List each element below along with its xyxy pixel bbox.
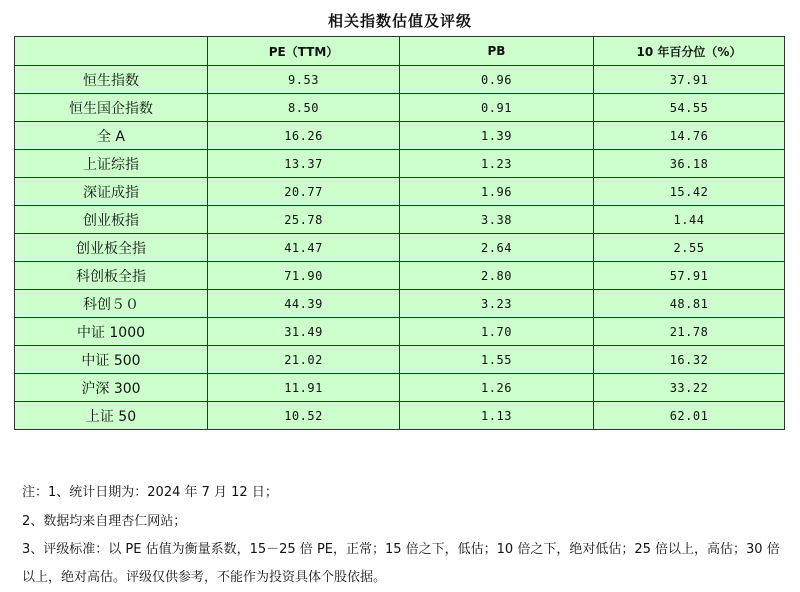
column-header-index (15, 37, 208, 66)
table-row (15, 318, 785, 346)
index-name: 深证成指 (15, 178, 208, 206)
pe-value: 25.78 (208, 206, 400, 234)
table-row (15, 94, 785, 122)
pe-value: 21.02 (208, 346, 400, 374)
table-row (15, 150, 785, 178)
pe-value: 11.91 (208, 374, 400, 402)
index-name: 恒生指数 (15, 66, 208, 94)
percentile-value: 37.91 (594, 66, 785, 94)
column-header-pe: PE（TTM） (208, 37, 400, 66)
index-name: 科创板全指 (15, 262, 208, 290)
pe-value: 71.90 (208, 262, 400, 290)
percentile-value: 14.76 (594, 122, 785, 150)
pb-value: 1.26 (400, 374, 594, 402)
pb-value: 1.55 (400, 346, 594, 374)
column-header-pb: PB (400, 37, 594, 66)
index-name: 中证 500 (15, 346, 208, 374)
percentile-value: 1.44 (594, 206, 785, 234)
note-source: 2、数据均来自理杏仁网站； (22, 514, 187, 529)
table-row (15, 122, 785, 150)
pb-value: 3.38 (400, 206, 594, 234)
pe-value: 16.26 (208, 122, 400, 150)
percentile-value: 2.55 (594, 234, 785, 262)
percentile-value: 62.01 (594, 402, 785, 430)
pb-value: 1.23 (400, 150, 594, 178)
table-title: 相关指数估值及评级 (327, 12, 472, 30)
percentile-value: 15.42 (594, 178, 785, 206)
pe-value: 13.37 (208, 150, 400, 178)
table-row (15, 402, 785, 430)
pb-value: 0.96 (400, 66, 594, 94)
table-row (15, 178, 785, 206)
pe-value: 8.50 (208, 94, 400, 122)
index-name: 恒生国企指数 (15, 94, 208, 122)
index-name: 上证综指 (15, 150, 208, 178)
pe-value: 41.47 (208, 234, 400, 262)
pb-value: 1.96 (400, 178, 594, 206)
table-row (15, 290, 785, 318)
index-name: 科创５０ (15, 290, 208, 318)
percentile-value: 48.81 (594, 290, 785, 318)
table-row (15, 234, 785, 262)
table-row (15, 206, 785, 234)
table-row (15, 262, 785, 290)
pb-value: 1.39 (400, 122, 594, 150)
pb-value: 1.13 (400, 402, 594, 430)
pe-value: 20.77 (208, 178, 400, 206)
valuation-table (14, 36, 785, 430)
pb-value: 2.80 (400, 262, 594, 290)
index-name: 创业板指 (15, 206, 208, 234)
percentile-value: 36.18 (594, 150, 785, 178)
pe-value: 44.39 (208, 290, 400, 318)
pe-value: 31.49 (208, 318, 400, 346)
index-name: 上证 50 (15, 402, 208, 430)
percentile-value: 54.55 (594, 94, 785, 122)
table-row (15, 346, 785, 374)
percentile-value: 33.22 (594, 374, 785, 402)
table-row (15, 66, 785, 94)
pb-value: 3.23 (400, 290, 594, 318)
pe-value: 10.52 (208, 402, 400, 430)
pb-value: 1.70 (400, 318, 594, 346)
table-row (15, 374, 785, 402)
column-header-percentile: 10 年百分位（%） (594, 37, 785, 66)
pb-value: 0.91 (400, 94, 594, 122)
note-date: 注：1、统计日期为：2024 年 7 月 12 日； (22, 485, 278, 500)
index-name: 创业板全指 (15, 234, 208, 262)
pe-value: 9.53 (208, 66, 400, 94)
header-row (15, 37, 785, 66)
pb-value: 2.64 (400, 234, 594, 262)
index-name: 沪深 300 (15, 374, 208, 402)
note-rating-criteria: 3、评级标准：以 PE 估值为衡量系数，15－25 倍 PE，正常；15 倍之下，低估；10 倍之下，绝对低估；25 倍以上，高估；30 倍以上，绝对高估。评级仅供参考，不能作为投资具体个股依据。 (22, 542, 780, 585)
percentile-value: 21.78 (594, 318, 785, 346)
percentile-value: 57.91 (594, 262, 785, 290)
index-name: 全 A (15, 122, 208, 150)
footnotes (22, 478, 782, 592)
index-name: 中证 1000 (15, 318, 208, 346)
percentile-value: 16.32 (594, 346, 785, 374)
